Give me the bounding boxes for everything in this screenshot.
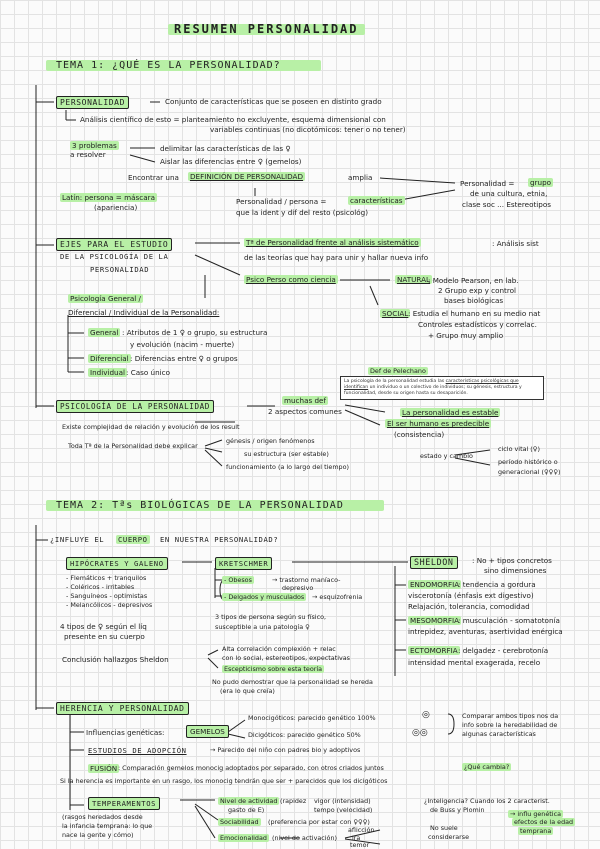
tema2-heading: TEMA 2: Tªs BIOLÓGICAS DE LA PERSONALIDAD <box>46 500 384 511</box>
grupo-line-3: clase soc ... Estereotipos <box>462 200 551 209</box>
muchas-def: muchas def <box>284 396 327 405</box>
influye-prefix: ¿INFLUYE EL <box>50 535 105 544</box>
escepticismo-text: Escepticismo sobre esta teoría <box>224 665 323 673</box>
kretschmer-label: KRETSCHMER <box>215 557 272 570</box>
existe-text: Existe complejidad de relación y evolución de los result <box>62 423 240 431</box>
personalidad-definition: Conjunto de características que se poseen en distinto grado <box>165 97 382 106</box>
social-text-1: : Estudia el humano en su medio nat <box>408 309 541 318</box>
kretschmer-depresivo: depresivo <box>282 584 314 592</box>
fusion-text: : Comparación gemelos monocig adoptados por separado, con otros criados juntos <box>118 764 384 772</box>
mesomorfia-text-2: intrepidez, aventuras, asertividad enérgica <box>408 627 563 636</box>
general-row: Psicología General / <box>70 294 141 303</box>
correlacion-1: Alta correlación complexión + relac <box>222 645 336 653</box>
endomorfia-text-3: Relajación, tolerancia, comodidad <box>408 602 530 611</box>
periodo-text: período histórico o <box>498 458 558 466</box>
emocionalidad-label: Emocionalidad <box>220 834 267 842</box>
diferencial-text: : Diferencias entre ♀ o grupos <box>130 354 238 363</box>
inteligencia-3: → influ genética <box>510 810 562 818</box>
hipocrates-label: HIPÓCRATES Y GALENO <box>66 557 168 570</box>
nivel-sub: gasto de E) <box>228 806 265 814</box>
general-label: General <box>90 328 119 337</box>
grupo-label: grupo <box>530 178 552 187</box>
analisis-text: Análisis científico de esto = planteamiento no excluyente, esquema dimensional con <box>80 115 386 124</box>
generacional-text: generacional (♀♀♀) <box>498 468 561 476</box>
predecible-text: El ser humano es predecible <box>387 419 490 428</box>
caracteristicas-text: características <box>350 196 403 205</box>
endomorfia-text-2: viscerotonía (énfasis ext digestivo) <box>408 591 534 600</box>
twins-monocig-icon: ◎ <box>422 710 430 720</box>
estudios-adopcion-text: → Parecido del niño con padres bio y adoptivos <box>210 746 361 754</box>
def-text-1: La psicología de la personalidad estudia las <box>344 379 446 384</box>
inteligencia-4: efectos de la edad <box>514 818 574 826</box>
herencia-rasgo-text: Si la herencia es importante en un rasgo, los monocig tendrán que ser + parecidos que los dicigóticos <box>60 777 388 785</box>
influye-suffix: EN NUESTRA PERSONALIDAD? <box>160 535 279 544</box>
nivel-vigor: vigor (intensidad) <box>314 797 371 805</box>
explica-3: funcionamiento (a lo largo del tiempo) <box>226 463 350 471</box>
creia-text: (era lo que creía) <box>220 687 275 695</box>
def-pelechano-label: Def de Pelechano <box>370 367 426 375</box>
individual-label: Individual <box>90 368 126 377</box>
teoria-text-2: de las teorías que hay para unir y hallar nueva info <box>244 253 429 262</box>
cuerpo-label: CUERPO <box>118 535 148 544</box>
gemelos-label: GEMELOS <box>186 725 229 738</box>
nivel-actividad-label: Nivel de actividad <box>220 797 278 805</box>
grupo-prefix: Personalidad = <box>460 179 515 188</box>
teoria-text: : Análisis sist <box>492 239 539 248</box>
def-text-3: un individuo o un colectivo de individuos; su génesis, estructura y funcionalidad, desde <box>344 385 522 396</box>
inteligencia-2: de Buss y Plomin <box>430 806 485 814</box>
general-text: : Atributos de 1 ♀ o grupo, su estructura <box>122 328 268 337</box>
comparar-2: info sobre la heredabilidad de <box>462 721 558 729</box>
kretschmer-maniaco: → trastorno maníaco- <box>272 576 341 584</box>
hipocrates-2: - Coléricos - irritables <box>66 583 135 591</box>
emocion-afliccion: aflicción <box>348 826 375 834</box>
temperamentos-label: TEMPERAMENTOS <box>88 797 160 810</box>
kretschmer-delgados: - Delgados y musculados <box>224 593 305 601</box>
emocion-ira: ira <box>352 834 361 842</box>
hipocrates-1: - Flemáticos + tranquilos <box>66 574 147 582</box>
psico-ciencia-label: Psico Perso como ciencia <box>246 275 336 284</box>
fusion-label: FUSIÓN <box>90 764 118 773</box>
temperamentos-note-3: nace la gente y cómo) <box>62 831 134 839</box>
problem-2: Aislar las diferencias entre ♀ (gemelos) <box>160 157 302 166</box>
comparar-1: Comparar ambos tipos nos da <box>462 712 559 720</box>
inteligencia-5: temprana <box>520 827 552 835</box>
identifica-text: que la ident y dif del resto (psicológ) <box>236 208 369 217</box>
sociabilidad-label: Sociabilidad <box>220 818 259 826</box>
natural-text-3: bases biológicas <box>444 296 504 305</box>
resolver-label: a resolver <box>70 150 106 159</box>
persona-text: Personalidad / persona = <box>236 197 327 206</box>
grupo-line-2: de una cultura, etnia, <box>470 189 548 198</box>
hipocrates-3: - Sanguíneos - optimistas <box>66 592 148 600</box>
kretschmer-obesos: - Obesos <box>224 576 252 584</box>
latin-text: Latín: persona = máscara <box>62 193 155 202</box>
emocionalidad-text: (nivel de activación) <box>272 834 338 842</box>
no-pudo-text: No pudo demostrar que la personalidad se hereda <box>212 678 373 686</box>
conclusion-text: Conclusión hallazgos Sheldon <box>62 655 169 664</box>
page-title: RESUMEN PERSONALIDAD <box>168 24 365 35</box>
correlacion-2: con lo social, estereotipos, expectativas <box>222 654 351 662</box>
herencia-label: HERENCIA Y PERSONALIDAD <box>56 702 189 715</box>
influencias-text: Influencias genéticas: <box>86 728 165 737</box>
encontrar-text: Encontrar una <box>128 173 179 182</box>
teoria-label: Tª de Personalidad frente al análisis sistemático <box>246 238 419 247</box>
ectomorfia-text: : delgadez - cerebrotonía <box>458 646 549 655</box>
inteligencia-1: ¿Inteligencia? Cuando los 2 caracterist. <box>424 797 550 805</box>
sheldon-label: SHELDON <box>410 556 458 569</box>
endomorfia-label: ENDOMORFIA <box>410 580 460 589</box>
humor-text-2: presente en su cuerpo <box>64 632 145 641</box>
aspectos-text: 2 aspectos comunes <box>268 407 342 416</box>
dicigoticos-text: Dicigóticos: parecido genético 50% <box>248 731 361 739</box>
kretschmer-esquizofrenia: → esquizofrenia <box>312 593 363 601</box>
endomorfia-text: : tendencia a gordura <box>458 580 536 589</box>
personalidad-label: PERSONALIDAD <box>56 96 129 109</box>
hipocrates-4: - Melancólicos - depresivos <box>66 601 153 609</box>
no-suele-text: No suele <box>430 824 458 832</box>
natural-text-2: 2 Grupo exp y control <box>438 286 517 295</box>
definicion-label: DEFINICIÓN DE PERSONALIDAD <box>190 172 304 181</box>
kretschmer-tipos-2: susceptible a una patología ♀ <box>215 623 310 631</box>
diferencial-row: Diferencial / Individual de la Personalidad: <box>68 308 220 317</box>
natural-text-1: : Modelo Pearson, en lab. <box>428 276 519 285</box>
problemas-label: 3 problemas <box>72 141 117 150</box>
estable-text: La personalidad es estable <box>402 408 499 417</box>
explica-1: génesis / origen fenómenos <box>226 437 315 445</box>
comparar-3: algunas características <box>462 730 536 738</box>
general-text-2: y evolución (nacim - muerte) <box>130 340 235 349</box>
sheldon-nota-2: sino dimensiones <box>484 566 547 575</box>
social-label: SOCIAL <box>382 309 409 318</box>
tema1-heading: TEMA 1: ¿QUÉ ES LA PERSONALIDAD? <box>46 60 321 71</box>
psicologia-label: PSICOLOGÍA DE LA PERSONALIDAD <box>56 400 214 413</box>
estado-text: estado y cambio <box>420 452 473 460</box>
temperamentos-note-2: la infancia temprana: lo que <box>62 822 153 830</box>
ectomorfia-label: ECTOMORFIA <box>410 646 458 655</box>
ciclo-text: ciclo vital (♀) <box>498 445 540 453</box>
emocion-temor: temor <box>350 841 370 849</box>
monocigoticos-text: Monocigóticos: parecido genético 100% <box>248 714 376 722</box>
ejes-sub-1: DE LA PSICOLOGÍA DE LA <box>60 252 169 261</box>
social-text-2: Controles estadísticos y correlac. <box>418 320 537 329</box>
ejes-label: EJES PARA EL ESTUDIO <box>56 238 172 251</box>
problem-1: delimitar las características de las ♀ <box>160 144 291 153</box>
diferencial-label: Diferencial <box>90 354 129 363</box>
individual-text: : Caso único <box>126 368 171 377</box>
explica-2: su estructura (ser estable) <box>244 450 329 458</box>
natural-label: NATURAL <box>397 275 431 284</box>
temperamentos-note-1: (rasgos heredados desde <box>62 813 143 821</box>
twins-dicig-icon: ◎◎ <box>412 728 428 738</box>
fusion-question: ¿Qué cambia? <box>464 763 510 771</box>
nivel-tempo: tempo (velocidad) <box>314 806 373 814</box>
apariencia-text: (apariencia) <box>94 203 138 212</box>
pelechano-definition-box <box>340 376 544 400</box>
toda-text: Toda Tª de la Personalidad debe explicar <box>68 442 198 450</box>
estudios-adopcion-label: ESTUDIOS DE ADOPCIÓN <box>88 746 187 755</box>
def-text-2: características psicológicas que identifican <box>344 379 519 390</box>
sheldon-nota: : No + tipos concretos <box>472 556 552 565</box>
ejes-sub-2: PERSONALIDAD <box>90 265 150 274</box>
sociabilidad-text: (preferencia por estar con ♀♀♀) <box>268 818 370 826</box>
mesomorfia-text: : musculación - somatotonía <box>458 616 560 625</box>
def-text-4: su origen hasta su desaparición. <box>391 391 468 396</box>
social-text-3: + Grupo muy amplio <box>428 331 504 340</box>
mesomorfia-label: MESOMORFIA <box>410 616 459 625</box>
ectomorfia-text-2: intensidad mental exagerada, recelo <box>408 658 541 667</box>
considerarse-text: considerarse <box>428 833 469 841</box>
humor-text-1: 4 tipos de ♀ según el líq <box>60 622 147 631</box>
consistencia-text: (consistencia) <box>394 430 445 439</box>
analisis-text-2: variables continuas (no dicotómicos: tener o no tener) <box>210 125 406 134</box>
kretschmer-tipos-1: 3 tipos de persona según su físico, <box>215 613 327 621</box>
amplia-text: amplia <box>348 173 373 182</box>
nivel-rapidez: (rapidez <box>280 797 307 805</box>
